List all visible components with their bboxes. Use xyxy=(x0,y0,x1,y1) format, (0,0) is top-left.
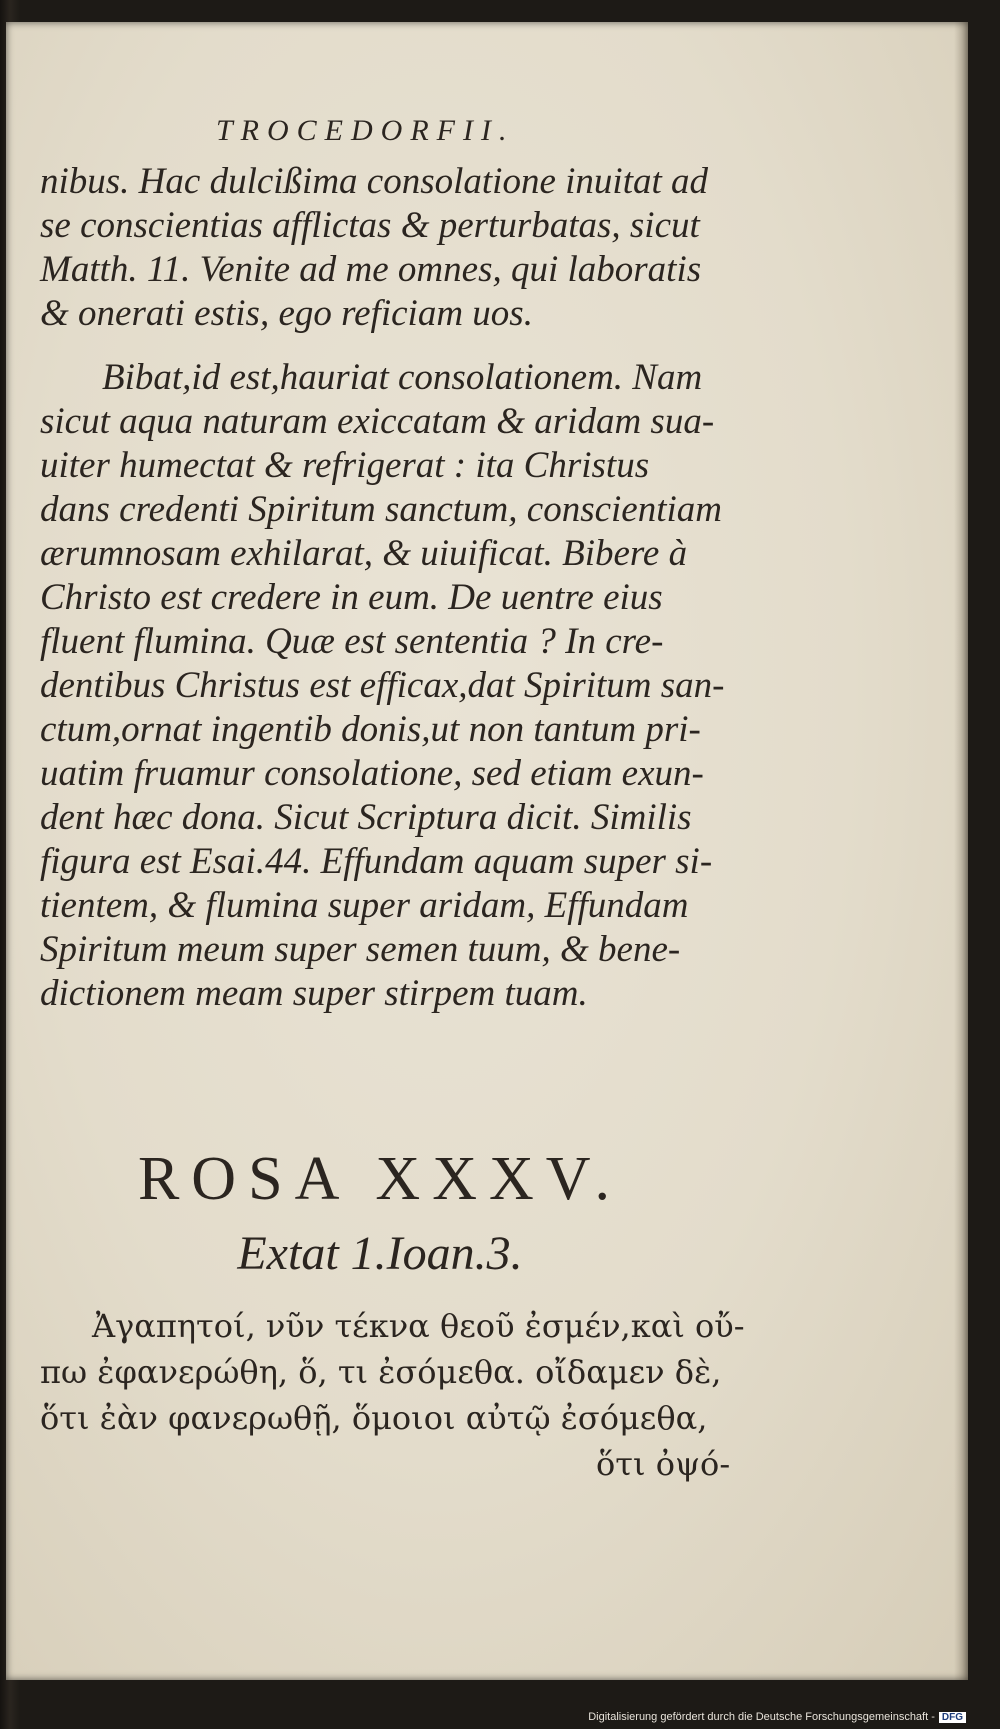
text-line: ærumnosam exhilarat, & uiuificat. Bibere à xyxy=(40,533,688,574)
text-line: sicut aqua naturam exiccatam & aridam sua- xyxy=(40,401,715,442)
text-line: dent hæc dona. Sicut Scriptura dicit. Similis xyxy=(40,797,692,838)
greek-line: πω ἐφανερώθη, ὅ, τι ἐσόμεθα. οἴδαμεν δὲ, xyxy=(40,1353,722,1391)
text-line: Spiritum meum super semen tuum, & bene- xyxy=(40,929,681,970)
text-line: nibus. Hac dulcißima consolatione inuitat ad xyxy=(40,161,709,202)
text-line: ctum,ornat ingentib donis,ut non tantum pri- xyxy=(40,709,701,750)
text-line: fluent flumina. Quæ est sententia ? In cre- xyxy=(40,621,664,662)
text-line: dans credenti Spiritum sanctum, conscientiam xyxy=(40,489,723,530)
text-line: dictionem meam super stirpem tuam. xyxy=(40,973,588,1014)
section-subheading: Extat 1.Ioan.3. xyxy=(237,1227,523,1280)
section-heading: ROSA XXXV. xyxy=(137,1145,623,1213)
text-line: se conscientias afflictas & perturbatas, sicut xyxy=(40,205,700,246)
dfg-logo: DFG xyxy=(939,1712,966,1723)
text-line: uatim fruamur consolatione, sed etiam exun- xyxy=(40,753,704,794)
book-page xyxy=(6,22,968,1680)
greek-line: ὅτι ἐὰν φανερωθῇ, ὅμοιοι αὐτῷ ἐσόμεθα, xyxy=(40,1399,708,1437)
text-line: dentibus Christus est efficax,dat Spiritum san- xyxy=(40,665,725,706)
text-line: Matth. 11. Venite ad me omnes, qui laboratis xyxy=(40,249,702,290)
text-line: figura est Esai.44. Effundam aquam super si- xyxy=(40,841,713,882)
greek-line: Ἀγαπητοί, νῦν τέκνα θεοῦ ἐσμέν,καὶ οὔ- xyxy=(92,1307,745,1345)
text-line: Christo est credere in eum. De uentre eius xyxy=(40,577,663,618)
digitization-credit xyxy=(588,1711,966,1723)
text-line: & onerati estis, ego reficiam uos. xyxy=(40,293,533,334)
text-line: tientem, & flumina super aridam, Effundam xyxy=(40,885,689,926)
running-head: TROCEDORFII. xyxy=(216,114,515,147)
text-line: uiter humectat & refrigerat : ita Christus xyxy=(40,445,650,486)
greek-line: ὅτι ὀψό- xyxy=(596,1445,731,1483)
text-line: Bibat,id est,hauriat consolationem. Nam xyxy=(102,357,703,398)
credit-text: Digitalisierung gefördert durch die Deutsche Forschungsgemeinschaft - xyxy=(588,1711,935,1723)
